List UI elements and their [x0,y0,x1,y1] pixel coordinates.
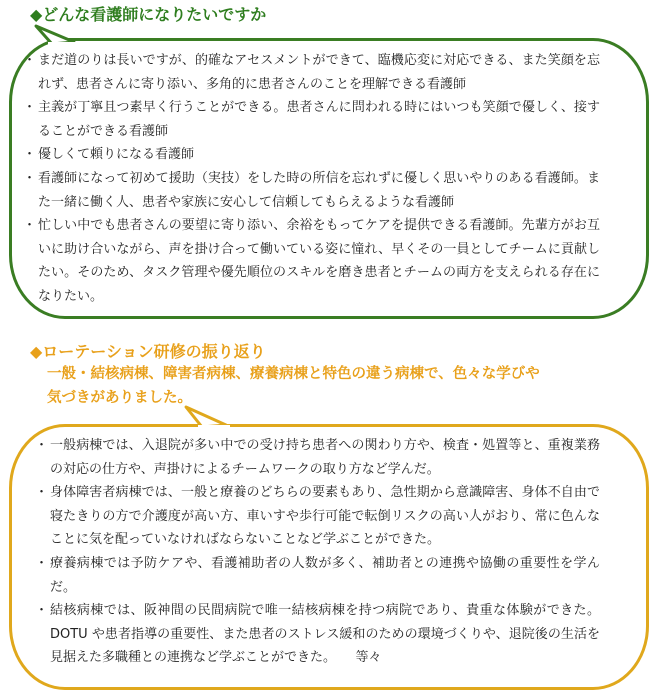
list-item: ・ 一般病棟では、入退院が多い中での受け持ち患者への関わり方や、検査・処置等と、重複業務の対応の仕方や、声掛けによるチームワークの取り方など学んだ。 [38,434,600,481]
section2-subheading-line1: 一般・結核病棟、障害者病棟、療養病棟と特色の違う病棟で、色々な学びや [47,366,540,382]
list-item: ・ 忙しい中でも患者さんの要望に寄り添い、余裕をもってケアを提供できる看護師。先輩方がお互いに助け合いながら、声を掛け合って働いている姿に憧れ、早くその一員としてチームに貢献したい。そのため、タスク管理や優先順位のスキルを磨き患者とチームの両方を支えられる存在になりたい。 [26,214,600,308]
list-item: ・ まだ道のりは長いですが、的確なアセスメントができて、臨機応変に対応できる、また笑顔を忘れず、患者さんに寄り添い、多角的に患者さんのことを理解できる看護師 [26,49,600,96]
list-item: ・ 主義が丁寧且つ素早く行うことができる。患者さんに問われる時にはいつも笑顔で優しく、接することができる看護師 [26,96,600,143]
section1-heading: ◆どんな看護師になりたいですか [30,5,267,24]
list-item: ・ 優しくて頼りになる看護師 [26,143,600,167]
list-item: ・ 身体障害者病棟では、一般と療養のどちらの要素もあり、急性期から意識障害、身体不自由で寝たきりの方で介護度が高い方、車いすや歩行可能で転倒リスクの高い人がおり、常に色んなことに気を配っていなければならないことなど学ぶことができた。 [38,481,600,552]
list-item: ・ 看護師になって初めて援助（実技）をした時の所信を忘れずに優しく思いやりのある看護師。また一緒に働く人、患者や家族に安心して信頼してもらえるような看護師 [26,167,600,214]
section2-bubble-tail [180,403,240,437]
section2-heading: ◆ローテーション研修の振り返り [30,342,266,361]
section2-subheading-line2: 気づきがありました。 [47,390,192,406]
list-item: ・ 療養病棟では予防ケアや、看護補助者の人数が多く、補助者との連携や協働の重要性を学んだ。 [38,552,600,599]
section2-list [38,434,600,670]
section1-list [26,49,600,309]
list-item: ・ 結核病棟では、阪神間の民間病院で唯一結核病棟を持つ病院であり、貴重な体験ができた。DOTU や患者指導の重要性、また患者のストレス緩和のための環境づくりや、退院後の生活を見据えた多職種との連携など学ぶことができた。 等々 [38,599,600,670]
